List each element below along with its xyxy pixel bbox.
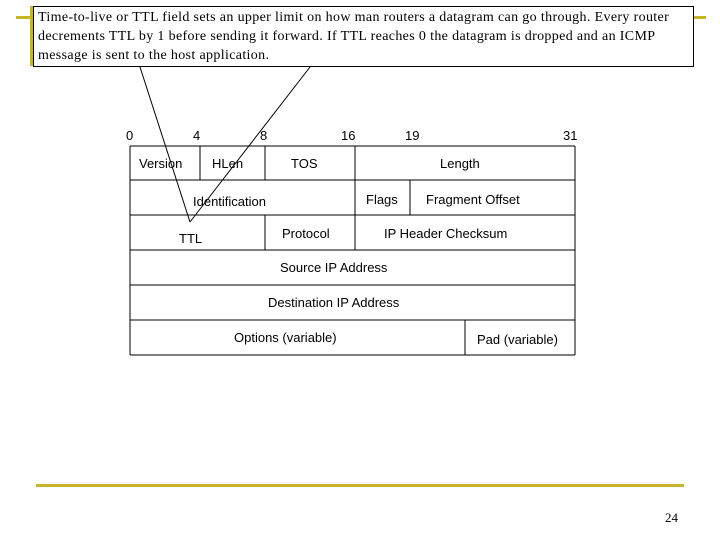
field-ttl: TTL <box>179 231 203 246</box>
field-identification: Identification <box>193 194 266 209</box>
callout-text: Time-to-live or TTL field sets an upper limit on how man routers a datagram can go through. Every router decrements TTL by 1 before sending it forward. If TTL reaches 0 the datagram is dropped and an ICMP message is sent to the host application. <box>38 10 670 63</box>
field-length: Length <box>440 156 480 171</box>
bit-4: 4 <box>193 128 201 143</box>
field-pad: Pad (variable) <box>477 332 558 347</box>
bit-16: 16 <box>341 128 356 143</box>
field-source-address: Source IP Address <box>280 260 388 275</box>
field-destination-address: Destination IP Address <box>268 295 400 310</box>
field-tos: TOS <box>291 156 318 171</box>
bit-19: 19 <box>405 128 420 143</box>
field-protocol: Protocol <box>282 226 330 241</box>
field-version: Version <box>139 156 183 171</box>
field-checksum: IP Header Checksum <box>384 226 508 241</box>
callout-pointer-left <box>140 67 190 222</box>
bit-0: 0 <box>126 128 134 143</box>
bit-31: 31 <box>563 128 578 143</box>
field-options: Options (variable) <box>234 330 337 345</box>
field-flags: Flags <box>366 192 398 207</box>
page-number: 24 <box>665 510 678 525</box>
bit-8: 8 <box>260 128 268 143</box>
callout-box <box>33 6 694 67</box>
field-hlen: HLen <box>212 156 244 171</box>
field-fragment-offset: Fragment Offset <box>426 192 520 207</box>
